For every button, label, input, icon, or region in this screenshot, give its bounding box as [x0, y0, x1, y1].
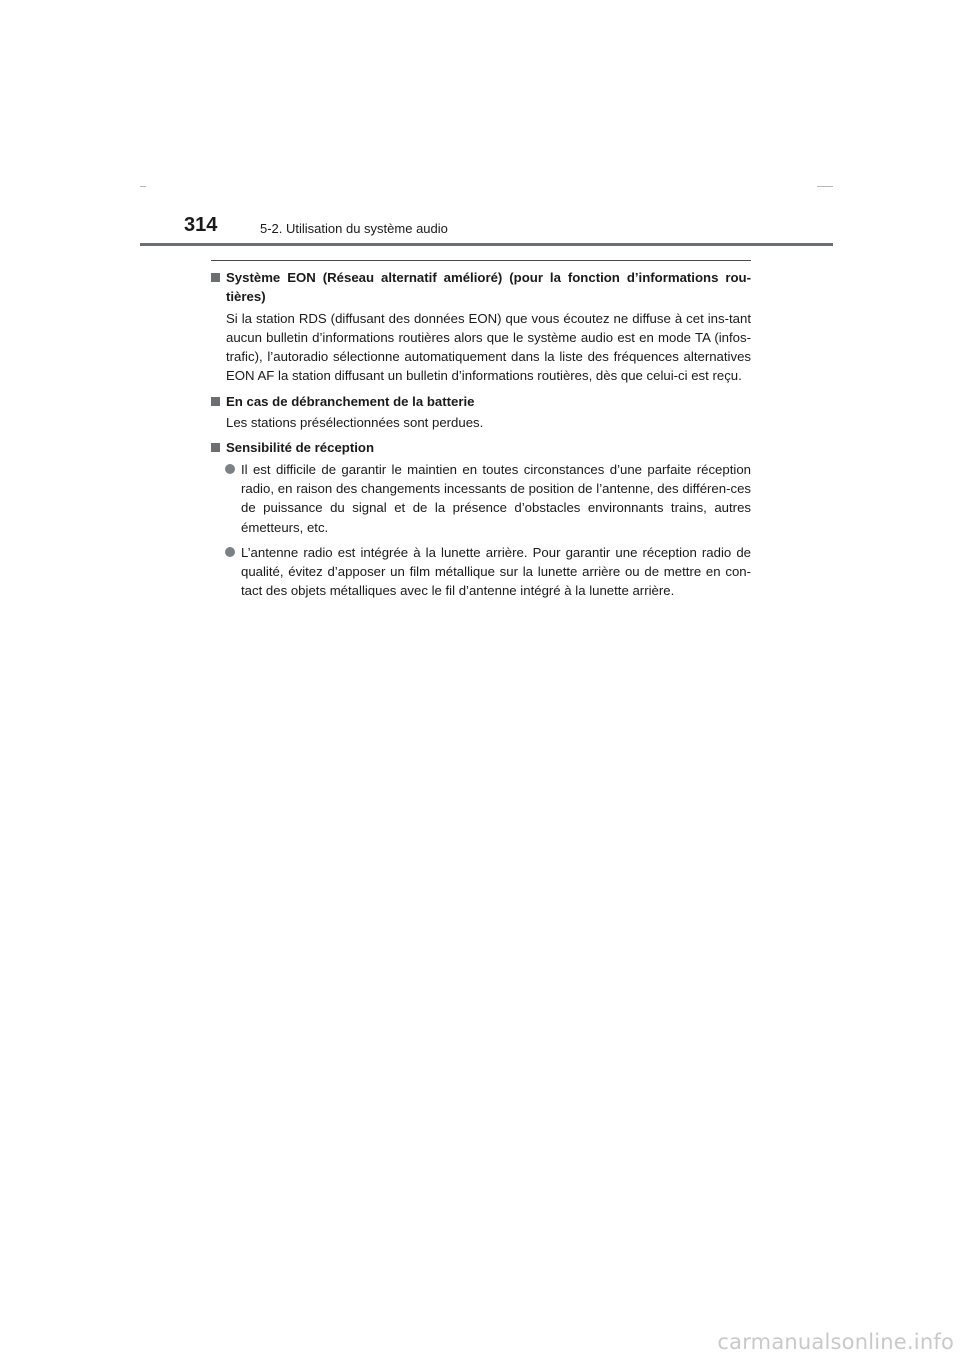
- crop-mark-right: [817, 186, 833, 187]
- section-heading-text: En cas de débranchement de la batterie: [226, 393, 475, 409]
- square-bullet-icon: [211, 443, 220, 452]
- section-heading-text: Système EON (Réseau alternatif amélioré) (pour la fonction d’informations rou-tières): [226, 270, 751, 305]
- section-reception: [211, 438, 751, 600]
- page-number: 314: [184, 214, 218, 236]
- page-content: [211, 268, 751, 607]
- content-top-rule: [211, 260, 751, 261]
- section-heading-text: Sensibilité de réception: [226, 440, 375, 456]
- round-bullet-icon: [225, 547, 235, 557]
- list-item-text: L’antenne radio est intégrée à la lunette arrière. Pour garantir une réception radio de qualité, évitez d’apposer un film métallique sur la lunette arrière ou de mettre en con-tact des objets métalliques avec le fil d’antenne intégré à la lunette arrière.: [241, 544, 751, 599]
- section-battery: [211, 392, 751, 433]
- list-item: [211, 460, 751, 537]
- square-bullet-icon: [211, 273, 220, 282]
- section-paragraph: Les stations présélectionnées sont perdues.: [226, 415, 484, 431]
- square-bullet-icon: [211, 397, 220, 406]
- round-bullet-icon: [225, 464, 235, 474]
- section-eon: [211, 268, 751, 386]
- section-heading: [211, 268, 751, 307]
- list-item-text: Il est difficile de garantir le maintien en toutes circonstances d’une parfaite réception radio, en raison des changements incessants de position de l’antenne, des différen-ces de puissance du signal et de la présence d’obstacles environnants trains, autres émetteurs, etc.: [241, 461, 751, 535]
- section-title: 5-2. Utilisation du système audio: [260, 221, 448, 236]
- section-heading: [211, 392, 751, 411]
- section-paragraph: Si la station RDS (diffusant des données EON) que vous écoutez ne diffuse à cet ins-tant aucun bulletin d’informations routières alors que le système audio est en mode TA (infos-trafic), l’autoradio sélectionne automatiquement dans la liste des fréquences alternatives EON AF la station diffusant un bulletin d’informations routières, dès que celui-ci est reçu.: [226, 310, 751, 384]
- list-item: [211, 543, 751, 601]
- watermark-link[interactable]: carmanualsonline.info: [717, 1330, 954, 1354]
- crop-mark-left: [140, 186, 146, 187]
- header-rule: [140, 243, 833, 246]
- section-heading: [211, 438, 751, 457]
